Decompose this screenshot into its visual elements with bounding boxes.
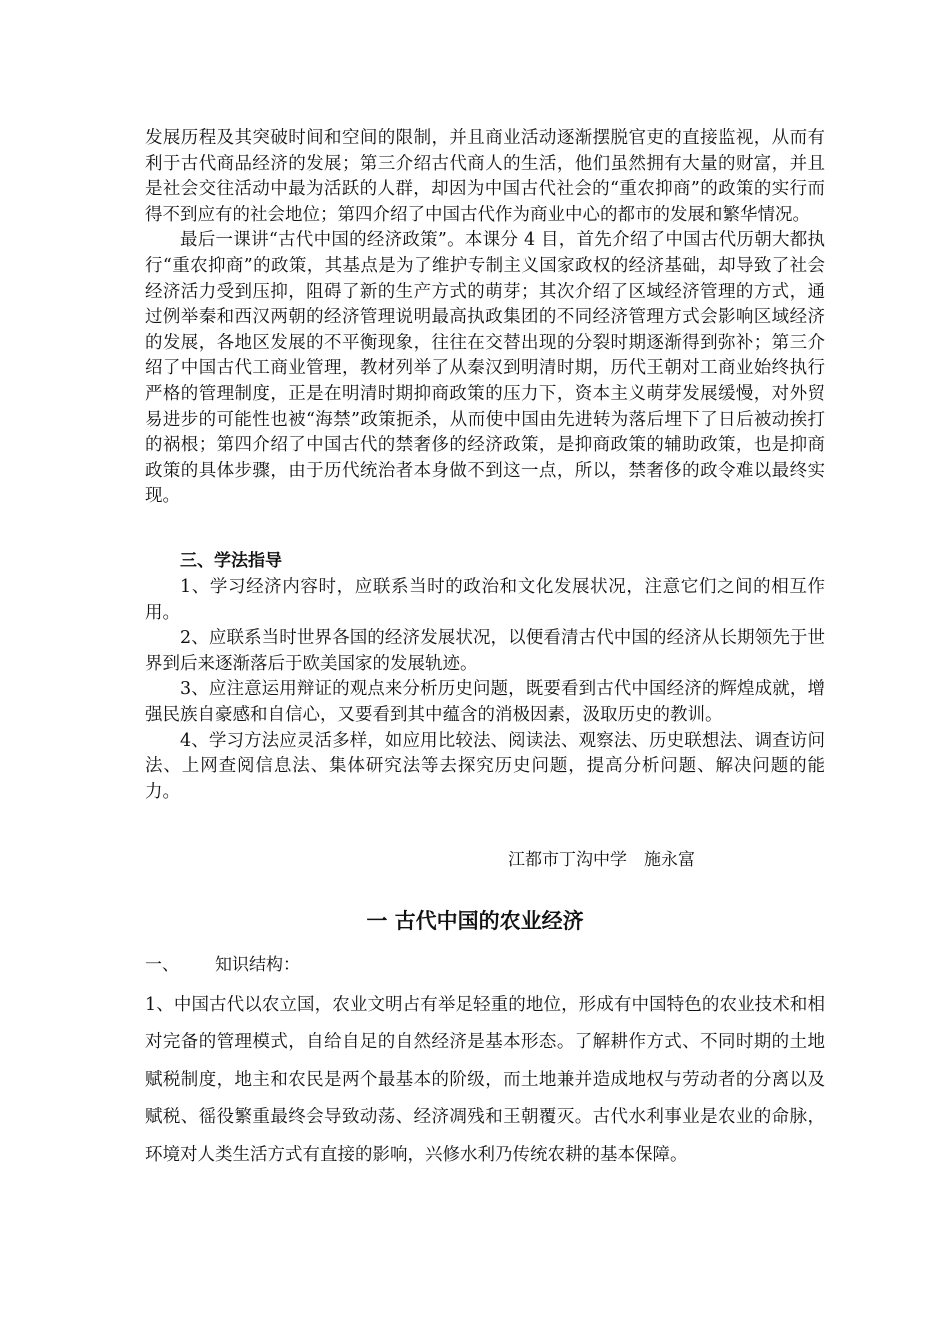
study-item-2: 2、应联系当时世界各国的经济发展状况，以便看清古代中国的经济从长期领先于世界到后来逐渐落后于欧美国家的发展轨迹。 [145,628,825,674]
study-method-list [145,575,825,805]
intro-paragraph-2: 最后一课讲“古代中国的经济政策”。本课分 4 目，首先介绍了中国古代历朝大都执行“重农抑商”的政策，其基点是为了维护专制主义国家政权的经济基础，却导致了社会经济活力受到压抑，阻碍了新的生产方式的萌芽；其次介绍了区域经济管理的方式，通过例举秦和西汉两朝的经济管理说明最高执政集团的不同经济管理方式会影响区域经济的发展，各地区发展的不平衡现象，往往在交替出现的分裂时期逐渐得到弥补；第三介绍了中国古代工商业管理，教材列举了从秦汉到明清时期，历代王朝对工商业始终执行严格的管理制度，正是在明清时期抑商政策的压力下，资本主义萌芽发展缓慢，对外贸易进步的可能性也被“海禁”政策扼杀，从而使中国由先进转为落后埋下了日后被动挨打的祸根；第四介绍了中国古代的禁奢侈的经济政策，是抑商政策的辅助政策，也是抑商政策的具体步骤，由于历代统治者本身做不到这一点，所以，禁奢侈的政令难以最终实现。 [145,230,825,507]
knowledge-structure-heading [145,953,300,977]
study-method-heading: 三、学法指导 [180,551,282,571]
intro-text [145,126,825,510]
intro-paragraph-1: 发展历程及其突破时间和空间的限制，并且商业活动逐渐摆脱官吏的直接监视，从而有利于古代商品经济的发展；第三介绍古代商人的生活，他们虽然拥有大量的财富，并且是社会交往活动中最为活跃的人群，却因为中国古代社会的“重农抑商”的政策的实行而得不到应有的社会地位；第四介绍了中国古代作为商业中心的都市的发展和繁华情况。 [145,128,825,225]
lesson-title: 一 古代中国的农业经济 [366,909,584,933]
study-item-4: 4、学习方法应灵活多样，如应用比较法、阅读法、观察法、历史联想法、调查访问法、上网查阅信息法、集体研究法等去探究历史问题，提高分析问题、解决问题的能力。 [145,730,825,802]
knowledge-structure-body: 1、中国古代以农立国，农业文明占有举足轻重的地位，形成有中国特色的农业技术和相对完备的管理模式，自给自足的自然经济是基本形态。了解耕作方式、不同时期的土地赋税制度，地主和农民是两个最基本的阶级，而土地兼并造成地权与劳动者的分离以及赋税、徭役繁重最终会导致动荡、经济凋残和王朝覆灭。古代水利事业是农业的命脉，环境对人类生活方式有直接的影响，兴修水利乃传统农耕的基本保障。 [145,995,825,1165]
subheading-text: 知识结构： [215,955,300,975]
author-signature: 江都市丁沟中学 施永富 [508,850,695,870]
study-item-1: 1、学习经济内容时，应联系当时的政治和文化发展状况，注意它们之间的相互作用。 [145,577,825,623]
study-item-3: 3、应注意运用辩证的观点来分析历史问题，既要看到古代中国经济的辉煌成就，增强民族自豪感和自信心，又要看到其中蕴含的消极因素，汲取历史的教训。 [145,679,825,725]
subheading-number: 一、 [145,955,179,975]
